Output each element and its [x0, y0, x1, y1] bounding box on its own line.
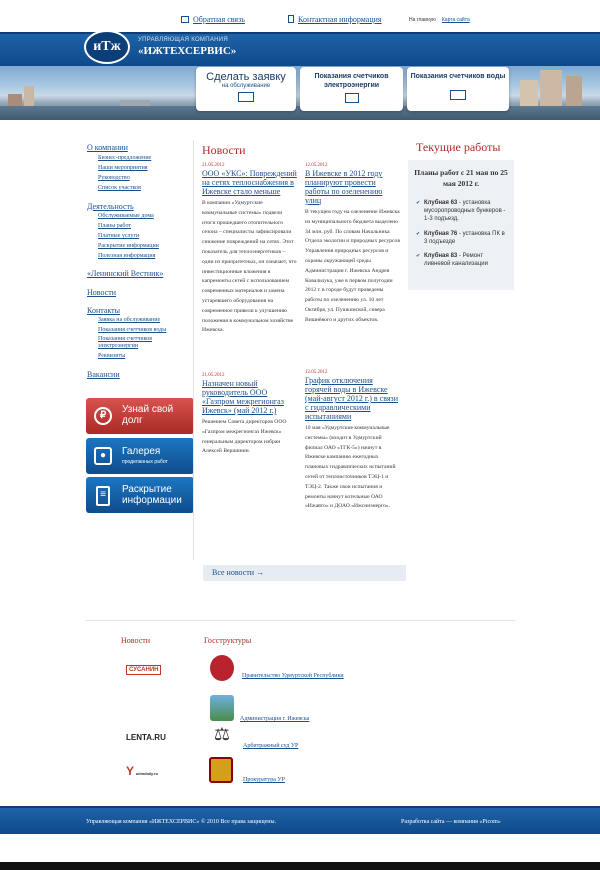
envelope-icon [181, 16, 189, 23]
envelope-icon [238, 92, 254, 102]
nav-activity[interactable]: Деятельность [87, 202, 134, 211]
nav-about-item[interactable]: Список участков [98, 185, 141, 191]
works-list [416, 199, 508, 268]
udmurtia-emblem-icon [210, 655, 234, 681]
nav-activity-item[interactable]: Платные услуги [98, 233, 140, 239]
home-label: На главную [409, 17, 436, 23]
nav-about[interactable]: О компании [87, 143, 128, 152]
nav-vestnik[interactable]: «Ленинский Вестник» [87, 269, 164, 278]
request-card[interactable]: Сделать заявку на обслуживание [196, 67, 296, 111]
scales-icon: ⚖ [213, 724, 231, 745]
news-text: В текущем году на озеленение Ижевска из муниципального бюджета выделено 34 млн. руб. По словам Начальника Отдела экологии и природных ресурсов Управления природных ресурсов и охраны окружающей среды Администрации г. Ижевска Андрея Ковальчука, уже в первом полугодии 2012 г. в городе будут проведены работы по озеленению ул. 10 лет Октября, ул. Пушкинской, сквера Вишнёвого и других объектов. [305, 209, 400, 323]
top-secondary-links [409, 17, 470, 23]
news-date: 12.05.2012 [305, 370, 328, 375]
partners-news-heading: Новости [121, 636, 151, 645]
works-heading: Текущие работы [416, 140, 501, 154]
news-heading: Новости [202, 143, 246, 157]
news-date: 12.05.2012 [305, 163, 328, 168]
electricity-meter-card[interactable]: Показания счетчиков электроэнергии [300, 67, 403, 111]
debt-button[interactable]: ₽ Узнай свой долг [86, 398, 194, 434]
izhevsk-emblem-icon [210, 695, 234, 721]
works-item: ✔ Клубная 83 - Ремонт ливневой канализации [416, 252, 508, 268]
susanin-logo[interactable]: СУСАНИН [126, 665, 161, 675]
nav-activity-item[interactable]: Обслуживаемые дома [98, 213, 154, 219]
nav-news[interactable]: Новости [87, 288, 117, 297]
footer [0, 806, 600, 834]
water-meter-icon [450, 90, 466, 100]
news-title[interactable]: В Ижевске в 2012 году планируют провести работы по озеленению улиц [305, 169, 383, 205]
gallery-button[interactable]: ● Галерея проделанных работ [86, 438, 194, 474]
news-date: 21.05.2012 [202, 373, 225, 378]
nav-about-item[interactable]: Наши мероприятия [98, 165, 148, 171]
news-title[interactable]: ООО «УКС»: Повреждений на сетях теплоснабжения в Ижевске стало меньше [202, 169, 297, 196]
gov-link[interactable]: Администрация г. Ижевска [240, 716, 310, 722]
document-icon: ≡ [96, 486, 110, 506]
news-item [202, 373, 297, 457]
nav-contacts-item[interactable]: Заявка на обслуживание [98, 317, 161, 323]
nav-contacts-item[interactable]: Реквизиты [98, 353, 126, 359]
nav-contacts-item[interactable]: Показания счетчиков воды [98, 327, 167, 333]
gov-link[interactable]: Правительство Удмуртской Республики [242, 673, 344, 679]
nav-activity-item[interactable]: Раскрытие информации [98, 243, 159, 249]
all-news-bar [203, 565, 406, 581]
news-item [202, 163, 297, 336]
nav-activity-item[interactable]: Полезная информация [98, 253, 156, 259]
works-item: ✔ Клубная 76 - установка ПК в 3 подъезде [416, 230, 508, 246]
brand-title: «ИЖТЕХСЕРВИС» [138, 45, 237, 57]
arrow-right-icon: → [256, 568, 265, 577]
y-icon: Y [126, 764, 135, 778]
nav-about-item[interactable]: Бизнес-предложение [98, 155, 152, 161]
phone-icon [288, 15, 294, 23]
nav-contacts[interactable]: Контакты [87, 306, 121, 315]
prosecutor-emblem-icon [209, 757, 233, 783]
news-text: В компании «Удмуртские коммунальные системы» подвели итоги прошедшего отопительного сезона – специалисты зафиксировали снижение повреждений на сетях. Этот показатель для теплоэнергетиков – одни из приоритетных, он означает, что инвестиционные вложения в капремонты сетей с использованием современных материалов и замена устаревшего оборудования на современное привели к улучшению положения в коммунальном хозяйстве Ижевска. [202, 200, 297, 334]
udmdaily-logo[interactable]: Y udmdaily.ru [126, 764, 159, 778]
copyright: Управляющая компания «ИЖТЕХСЕРВИС» © 2010 Все права защищены. [86, 819, 276, 825]
contacts-link[interactable]: Контактная информация [288, 15, 382, 24]
meter-icon [345, 93, 359, 103]
section-divider [86, 620, 516, 621]
gov-link[interactable]: Арбитражный суд УР [243, 743, 299, 749]
nav-vacancies[interactable]: Вакансии [87, 370, 120, 379]
news-item [305, 163, 400, 326]
developer-link[interactable]: Разработка сайта — компания «Picom» [401, 819, 501, 825]
brand-subtitle: УПРАВЛЯЮЩАЯ КОМПАНИЯ [138, 37, 229, 43]
divider [193, 140, 194, 560]
nav-activity-item[interactable]: Планы работ [98, 223, 131, 229]
news-text: Решением Совета директоров ООО «Газпром межрегионгаз Ижевск» генеральным директором избран Алексей Вершинин. [202, 419, 287, 455]
nav-about-item[interactable]: Руководство [98, 175, 130, 181]
sitemap-link[interactable]: Карта сайта [441, 17, 470, 23]
lenta-logo[interactable]: LENTA.RU [126, 733, 166, 742]
news-item [305, 370, 400, 512]
company-logo[interactable]: иТж [84, 30, 130, 64]
works-panel [408, 160, 514, 290]
feedback-link[interactable]: Обратная связь [181, 15, 245, 24]
water-meter-card[interactable]: Показания счетчиков воды [407, 67, 509, 111]
all-news-link[interactable]: Все новости → [212, 568, 265, 577]
works-title: Планы работ с 21 мая по 25 мая 2012 г. [414, 168, 508, 188]
works-item: ✔ Клубная 63 - установка мусоропроводных бункеров - 1-3 подъезд. [416, 199, 508, 224]
camera-icon: ● [94, 447, 112, 465]
news-title[interactable]: Назначен новый руководитель ООО «Газпром межрегионгаз Ижевск» (май 2012 г.) [202, 379, 284, 415]
news-text: 10 мая «Удмуртские коммунальные системы» (входит в Удмуртский филиал ОАО «ТГК-5») начнут в Ижевске кампанию ежегодных плановых гидравлических испытаний сетей от теплоисточников ТЭЦ-1 и ТЭЦ-2. Также свои испытания и ремонты начнут котельные ОАО «Ижавто» и ДОАО «Ижсинэнерго». [305, 425, 396, 510]
news-date: 21.05.2012 [202, 163, 225, 168]
disclosure-button[interactable]: ≡ Раскрытие информации [86, 477, 194, 513]
nav-contacts-item[interactable]: Показания счетчиков электроэнергии [98, 336, 153, 349]
news-title[interactable]: График отключения горячей воды в Ижевске (май-август 2012 г.) в связи с гидравлическими испытаниями [305, 376, 398, 421]
top-bar [0, 0, 600, 32]
ruble-icon: ₽ [94, 407, 112, 425]
partners-gov-heading: Госструктуры [204, 636, 252, 645]
gov-link[interactable]: Прокуратура УР [243, 777, 285, 783]
bottom-bar [0, 862, 600, 870]
